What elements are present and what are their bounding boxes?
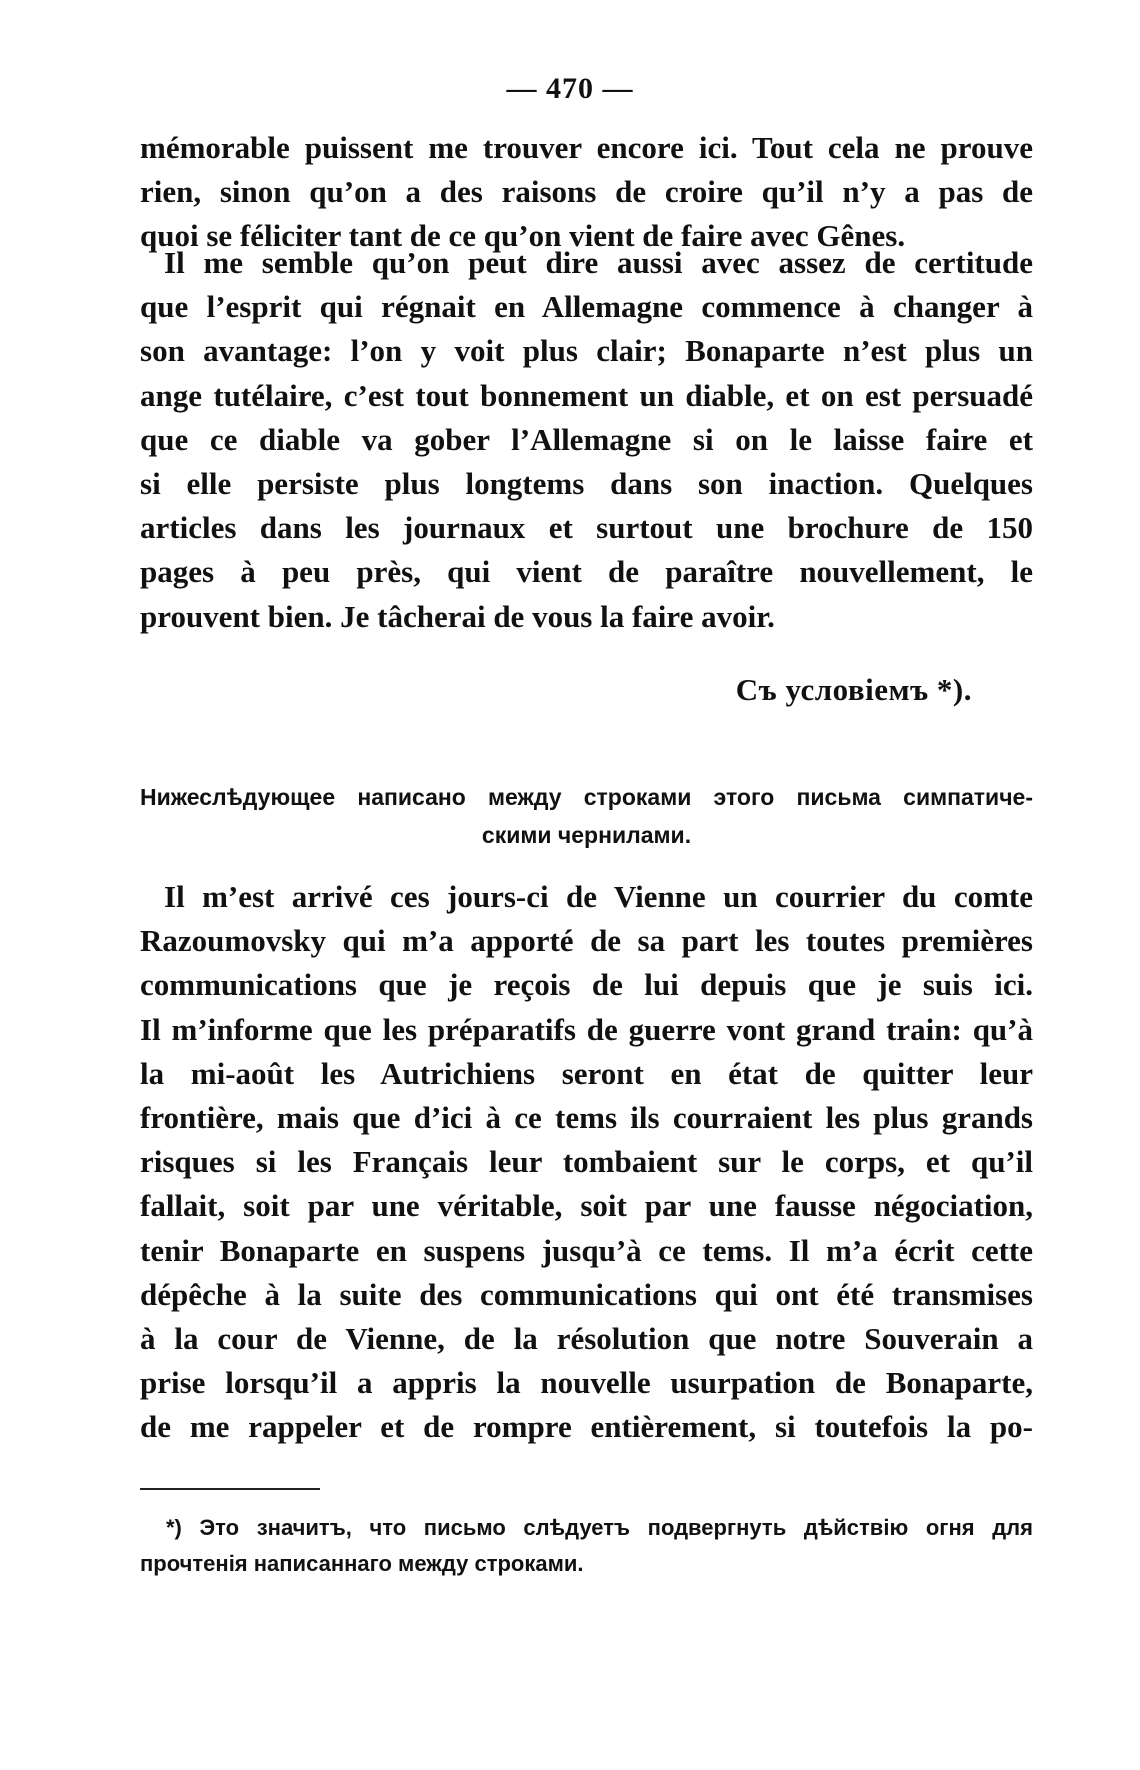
text-line: communications que je reçois de lui depuis que je suis ici. <box>140 967 1033 1003</box>
text-line: Il me semble qu’on peut dire aussi avec assez de certitude <box>164 245 1033 280</box>
text-line: la mi-août les Autrichiens seront en état de quitter leur <box>140 1055 1033 1091</box>
text-line: Il m’informe que les préparatifs de guerre vont grand train: qu’à <box>140 1011 1033 1047</box>
text-line: fallait, soit par une véritable, soit par une fausse négociation, <box>140 1188 1033 1224</box>
text-line: quoi se féliciter tant de ce qu’on vient de faire avec Gênes. <box>140 218 906 254</box>
text-line: que l’esprit qui régnait en Allemagne commence à changer à <box>140 289 1033 325</box>
sympathetic-ink-heading: Нижеслѣдующее написано между строками этого письма симпатиче- скими чернилами. <box>140 784 1033 848</box>
text-line: si elle persiste plus longtems dans son inaction. Quelques <box>140 465 1033 501</box>
text-line: que ce diable va gober l’Allemagne si on le laisse faire et <box>140 421 1033 457</box>
page-number: — 470 — <box>506 72 634 105</box>
text-line: ange tutélaire, c’est tout bonnement un diable, et on est persuadé <box>140 377 1033 413</box>
paragraph-continuation <box>140 126 1033 259</box>
text-line: frontière, mais que d’ici à ce tems ils courraient les plus grands <box>140 1099 1033 1135</box>
text-line: à la cour de Vienne, de la résolution que notre Souverain a <box>140 1320 1033 1356</box>
text-line: dépêche à la suite des communications qui ont été transmises <box>140 1276 1033 1312</box>
text-line: pages à peu près, qui vient de paraître nouvellement, le <box>140 554 1033 590</box>
text-line: rien, sinon qu’on a des raisons de croire qu’il n’y a pas de <box>140 174 1033 210</box>
text-line: Razoumovsky qui m’a apporté de sa part les toutes premières <box>140 923 1033 959</box>
text-line: Il m’est arrivé ces jours-ci de Vienne un courrier du comte <box>164 879 1033 914</box>
text-line: mémorable puissent me trouver encore ici. Tout cela ne prouve <box>140 130 1033 165</box>
text-line: risques si les Français leur tombaient sur le corps, et qu’il <box>140 1144 1033 1180</box>
signature-line: Съ условіемъ *). <box>735 672 972 707</box>
paragraph-germany <box>140 241 1033 639</box>
text-line: tenir Bonaparte en suspens jusqu’à ce tems. Il m’a écrit cette <box>140 1232 1033 1268</box>
text-line: prise lorsqu’il a appris la nouvelle usurpation de Bonaparte, <box>140 1365 1033 1401</box>
text-line: son avantage: l’on y voit plus clair; Bonaparte n’est plus un <box>140 333 1033 369</box>
text-line: de me rappeler et de rompre entièrement, si toutefois la po- <box>140 1409 1033 1445</box>
footnote: *) Это значитъ, что письмо слѣдуетъ подвергнуть дѣйствію огня для прочтенія написаннаго между строками. <box>140 1515 1033 1576</box>
paragraph-vienna <box>140 875 1033 1449</box>
text-line: articles dans les journaux et surtout une brochure de 150 <box>140 510 1033 546</box>
footnote-divider <box>140 1488 320 1490</box>
text-line: prouvent bien. Je tâcherai de vous la faire avoir. <box>140 598 775 634</box>
